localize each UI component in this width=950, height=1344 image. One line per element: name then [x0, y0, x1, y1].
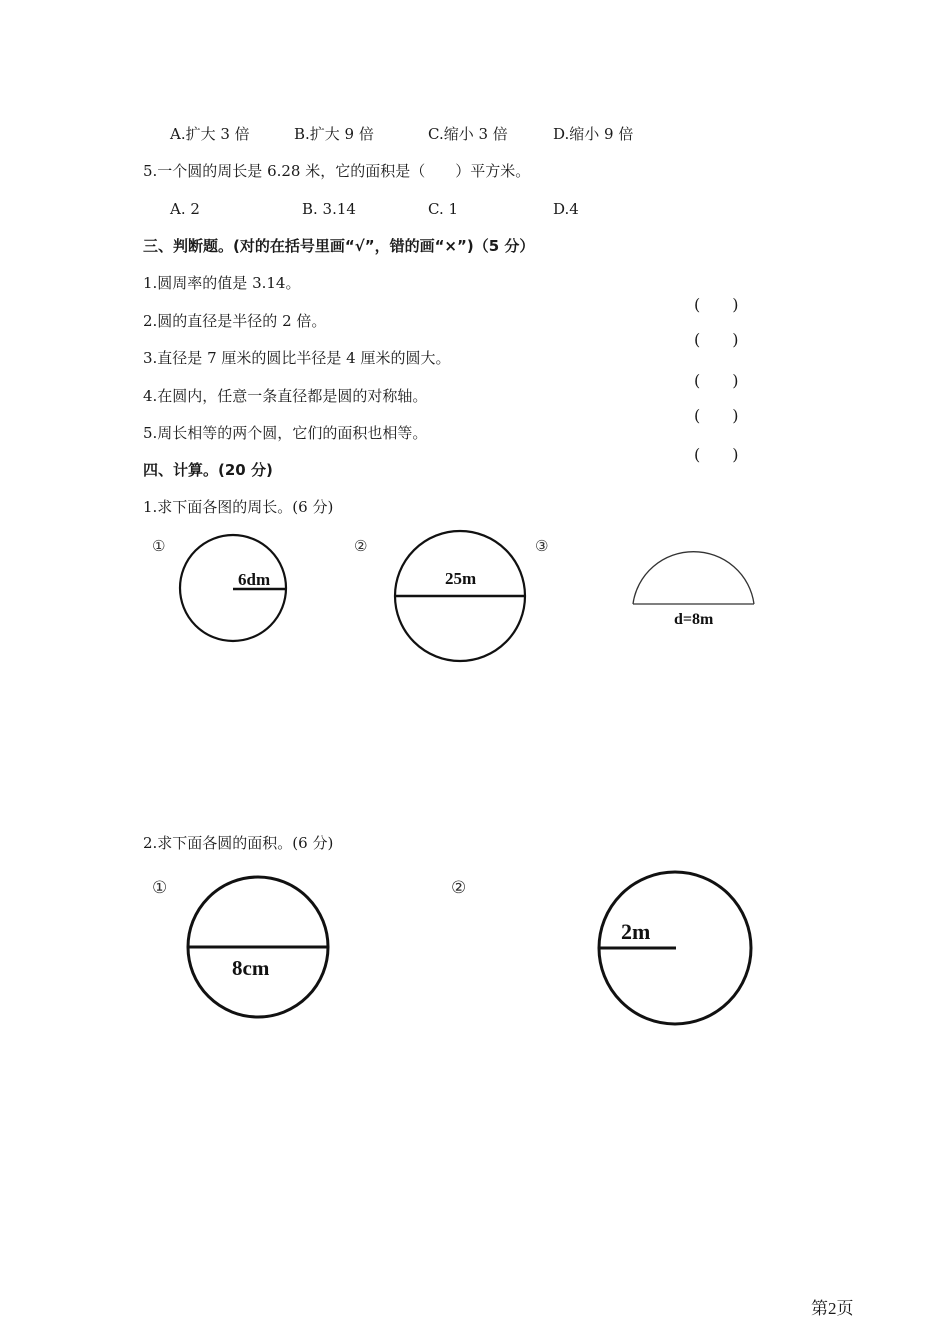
marker-3: ③: [535, 537, 549, 555]
judge-item-1: 1.圆周率的值是 3.14。: [143, 274, 301, 292]
section4-title: 四、计算。(20 分): [143, 461, 273, 479]
q1-stem: 1.求下面各图的周长。(6 分): [143, 498, 334, 516]
circle-radius-figure: [170, 530, 300, 650]
label-2m: 2m: [621, 919, 651, 944]
q5-stem: 5.一个圆的周长是 6.28 米，它的面积是（ ）平方米。: [143, 162, 531, 180]
label-25m: 25m: [445, 569, 477, 588]
q5-option-c: C. 1: [428, 200, 459, 218]
q4-option-d: D.缩小 9 倍: [553, 125, 634, 143]
answer-blank-1[interactable]: ( ): [694, 295, 739, 314]
semicircle-figure: [625, 538, 765, 633]
judge-item-2: 2.圆的直径是半径的 2 倍。: [143, 312, 327, 330]
q4-option-b: B.扩大 9 倍: [294, 125, 374, 143]
judge-item-4: 4.在圆内，任意一条直径都是圆的对称轴。: [143, 387, 428, 405]
answer-blank-2[interactable]: ( ): [694, 330, 739, 349]
q5-option-d: D.4: [553, 200, 579, 218]
q2-marker-2: ②: [451, 878, 467, 898]
answer-blank-4[interactable]: ( ): [694, 406, 739, 425]
circle-diameter-figure: [390, 526, 535, 671]
answer-blank-3[interactable]: ( ): [694, 371, 739, 390]
label-d8m: d=8m: [674, 611, 714, 628]
q2-stem: 2.求下面各圆的面积。(6 分): [143, 834, 334, 852]
section3-title: 三、判断题。(对的在括号里画“√”，错的画“×”)（5 分）: [143, 237, 535, 255]
q5-option-b: B. 3.14: [302, 200, 356, 218]
judge-item-5: 5.周长相等的两个圆，它们的面积也相等。: [143, 424, 428, 442]
page-number: 第2页: [811, 1299, 854, 1318]
label-6dm: 6dm: [238, 570, 271, 589]
circle-2m-figure: [590, 866, 760, 1032]
judge-item-3: 3.直径是 7 厘米的圆比半径是 4 厘米的圆大。: [143, 349, 451, 367]
answer-blank-5[interactable]: ( ): [694, 445, 739, 464]
q5-option-a: A. 2: [170, 200, 200, 218]
circle-8cm-figure: [180, 871, 340, 1031]
marker-1: ①: [152, 537, 166, 555]
q4-option-c: C.缩小 3 倍: [428, 125, 508, 143]
q2-marker-1: ①: [152, 878, 168, 898]
q4-option-a: A.扩大 3 倍: [170, 125, 250, 143]
label-8cm: 8cm: [232, 956, 270, 980]
marker-2: ②: [354, 537, 368, 555]
